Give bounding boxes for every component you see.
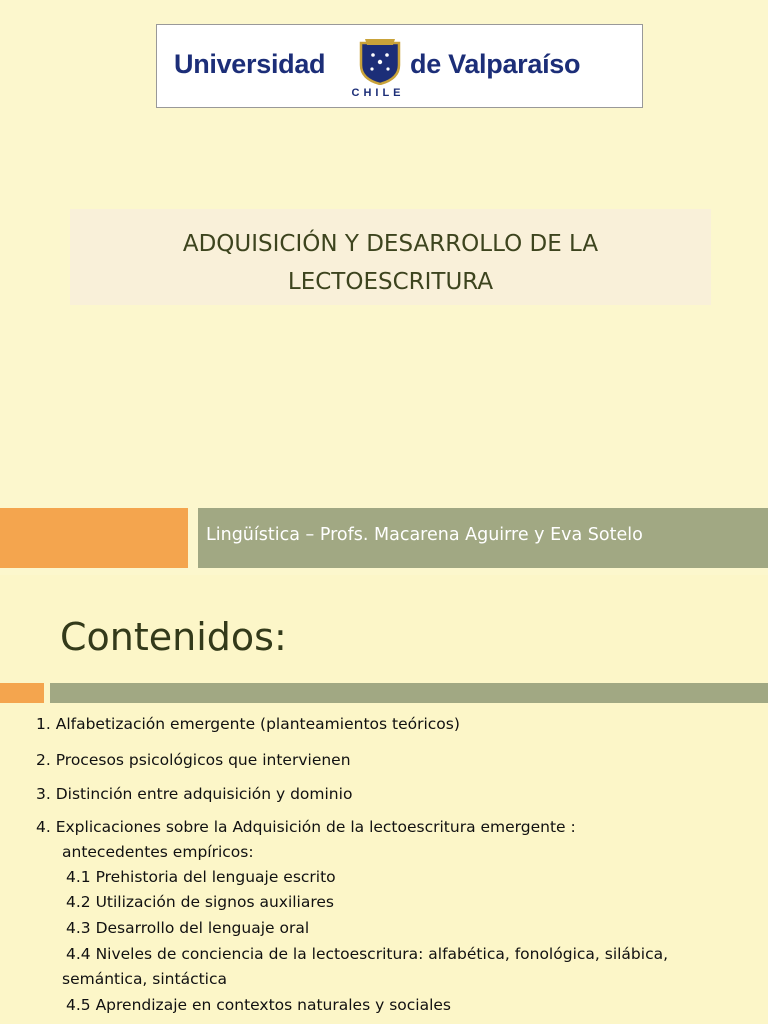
list-item: 2. Procesos psicológicos que intervienen	[36, 751, 351, 769]
list-subitem: 4.5 Aprendizaje en contextos naturales y sociales	[66, 996, 451, 1014]
logo-left-text: Universidad	[174, 49, 326, 79]
title-line-1: ADQUISICIÓN Y DESARROLLO DE LA	[182, 231, 599, 257]
subtitle-text: Lingüística – Profs. Macarena Aguirre y Eva Sotelo	[206, 525, 643, 545]
university-logo	[156, 24, 643, 108]
logo-right-text: de Valparaíso	[410, 49, 581, 79]
contents-heading: Contenidos:	[60, 615, 287, 659]
title-box	[70, 209, 711, 305]
title-line-2: LECTOESCRITURA	[287, 269, 494, 295]
logo-country: CHILE	[351, 87, 405, 99]
list-subitem: 4.3 Desarrollo del lenguaje oral	[66, 919, 310, 937]
list-subitem-continuation: semántica, sintáctica	[62, 970, 227, 988]
list-item: 4. Explicaciones sobre la Adquisición de la lectoescritura emergente :	[36, 818, 576, 836]
list-item: 3. Distinción entre adquisición y dominio	[36, 785, 353, 803]
rule-green-block	[50, 683, 768, 703]
slide-title	[70, 225, 711, 301]
list-item: 1. Alfabetización emergente (planteamientos teóricos)	[36, 715, 460, 733]
shield-icon	[357, 35, 403, 85]
list-subitem: 4.2 Utilización de signos auxiliares	[66, 893, 335, 911]
rule-orange-block	[0, 683, 44, 703]
band-orange-block	[0, 508, 188, 568]
contents-slide	[0, 575, 768, 1024]
list-item-continuation: antecedentes empíricos:	[62, 843, 254, 861]
list-subitem: 4.4 Niveles de conciencia de la lectoescritura: alfabética, fonológica, silábica,	[66, 945, 669, 963]
list-subitem: 4.1 Prehistoria del lenguaje escrito	[66, 868, 336, 886]
